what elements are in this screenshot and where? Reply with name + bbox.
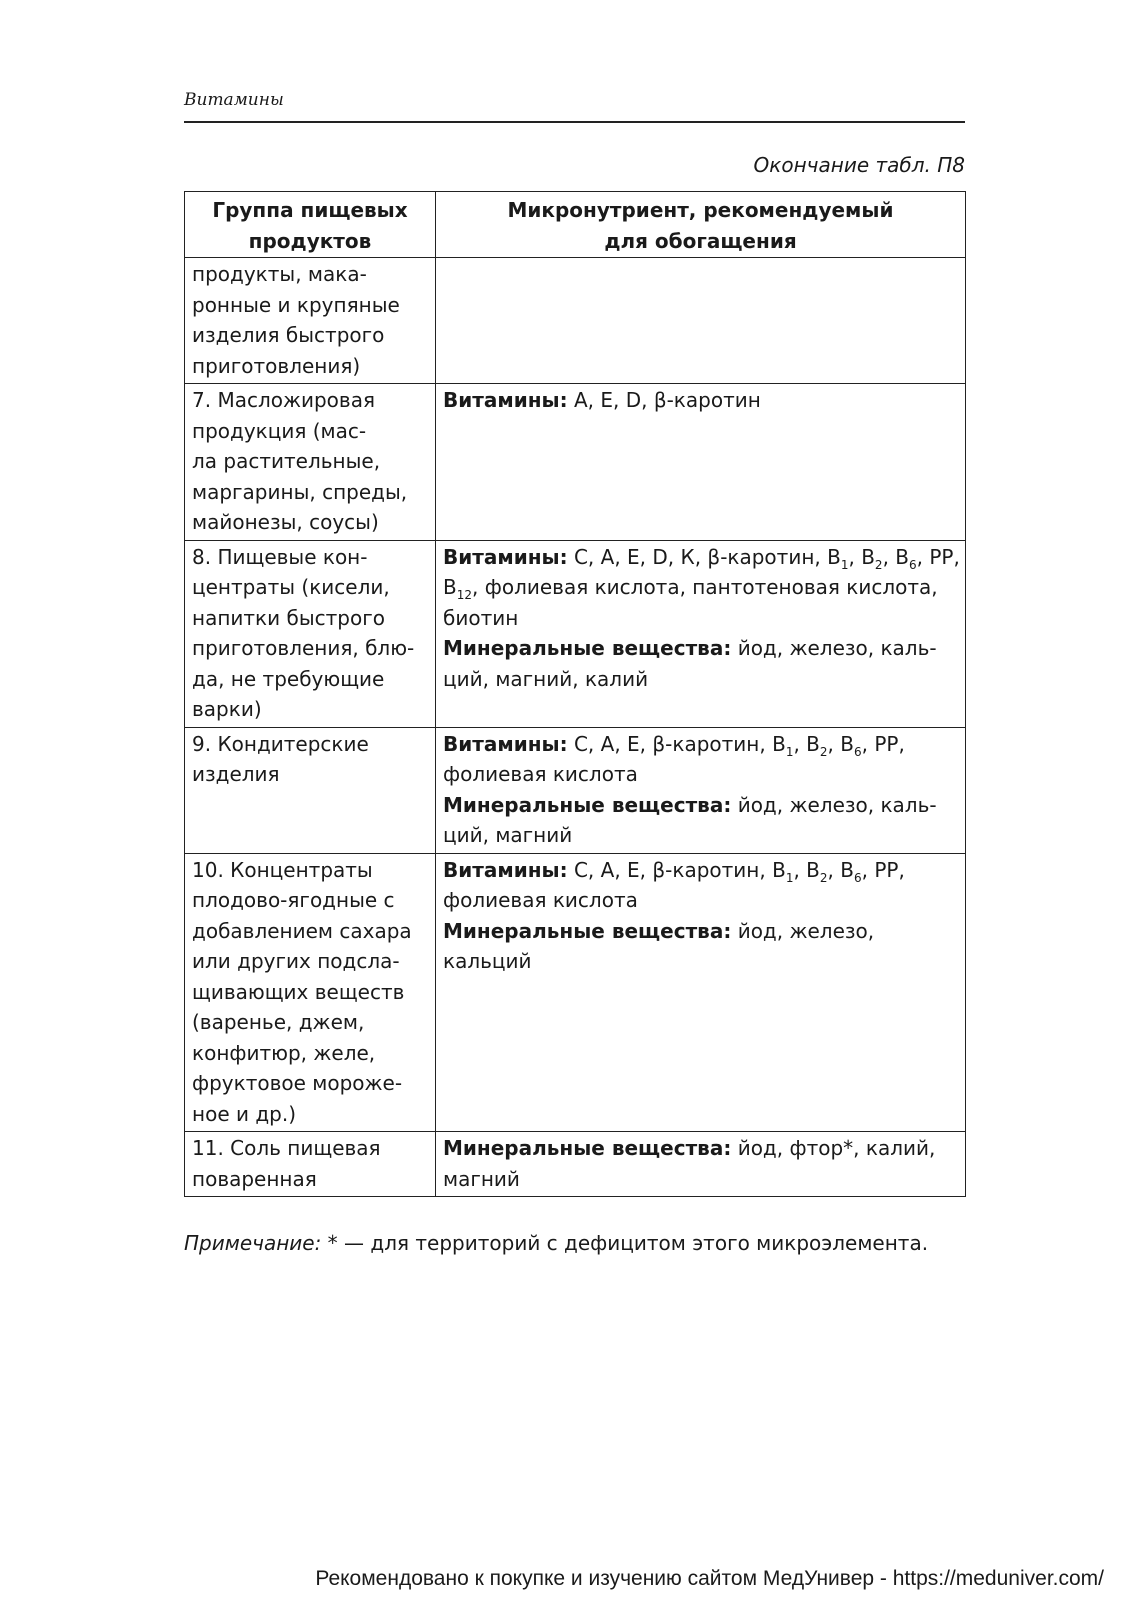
nutrient-text: магний: [443, 1166, 520, 1191]
fortification-table: [184, 191, 966, 1197]
micronutrient-cell: [436, 258, 966, 384]
header-line: Группа пищевых: [212, 198, 408, 222]
nutrient-text: ций, магний, калий: [443, 666, 649, 691]
nutrient-text: , B: [827, 857, 854, 882]
micronutrient-line: [443, 572, 959, 603]
micronutrient-line: [443, 946, 959, 977]
nutrient-text: йод, железо,: [731, 918, 875, 943]
note-text: * — для территорий с дефицитом этого микроэлемента.: [321, 1231, 929, 1255]
food-group-cell: [185, 853, 436, 1132]
category-label: Витамины:: [443, 544, 568, 569]
food-group-line: маргарины, спреды,: [192, 479, 408, 504]
table-note: [184, 1231, 928, 1255]
subscript-index: 6: [853, 870, 862, 885]
food-group-line: варки): [192, 697, 262, 721]
subscript-index: 2: [819, 744, 828, 759]
subscript-index: 1: [785, 870, 794, 885]
table-row: [185, 384, 966, 541]
nutrient-text: йод, железо, каль-: [731, 792, 937, 817]
nutrient-text: , B: [848, 544, 875, 569]
nutrient-text: кальций: [443, 949, 532, 973]
note-label: Примечание:: [184, 1231, 322, 1255]
table-caption: Окончание табл. П8: [753, 153, 965, 177]
nutrient-text: , B: [827, 731, 854, 756]
subscript-index: 12: [456, 588, 473, 602]
nutrient-text: йод, фтор*, калий,: [731, 1136, 936, 1160]
food-group-line: изделия: [192, 762, 280, 786]
food-group-line: ное и др.): [192, 1101, 297, 1126]
header-line: продуктов: [248, 228, 372, 253]
food-group-line: продукция (мас-: [192, 418, 367, 443]
category-label: Витамины:: [443, 857, 568, 882]
food-group-line: щивающих веществ: [192, 979, 405, 1004]
subscript-index: 2: [819, 870, 828, 885]
table-row: [185, 258, 966, 384]
nutrient-text: биотин: [443, 605, 519, 630]
micronutrient-line: [443, 916, 959, 947]
header-line: Микронутриент, рекомендуемый: [507, 198, 894, 222]
nutrient-text: С, А, Е, β-каротин, B: [567, 731, 786, 756]
food-group-line: приготовления, блю-: [192, 636, 415, 660]
food-group-line: да, не требующие: [192, 666, 385, 691]
food-group-line: или других подсла-: [192, 949, 400, 973]
food-group-line: 7. Масложировая: [192, 388, 375, 412]
running-head: Витамины: [184, 90, 284, 110]
food-group-line: приготовления): [192, 353, 361, 378]
food-group-line: (варенье, джем,: [192, 1010, 365, 1034]
micronutrient-line: [443, 1133, 959, 1164]
micronutrient-line: [443, 633, 959, 664]
subscript-index: 2: [874, 557, 883, 572]
food-group-cell: [185, 727, 436, 853]
micronutrient-cell: [436, 853, 966, 1132]
nutrient-text: , фолиевая кислота, пантотеновая кислота,: [472, 575, 938, 599]
food-group-line: конфитюр, желе,: [192, 1040, 376, 1065]
table-row: [185, 727, 966, 853]
footer-credit: Рекомендовано к покупке и изучению сайтом МедУнивер - https://meduniver.com/: [315, 1567, 1104, 1590]
subscript-index: 6: [909, 557, 917, 572]
micronutrient-line: [443, 1164, 959, 1195]
food-group-line: ронные и крупяные: [192, 292, 400, 317]
nutrient-text: ций, магний: [443, 823, 573, 847]
table-row: [185, 540, 966, 727]
subscript-index: 1: [840, 557, 849, 572]
subscript-index: 6: [853, 744, 862, 759]
nutrient-text: , PP,: [861, 857, 905, 882]
subscript-index: 1: [785, 744, 794, 759]
micronutrient-cell: [436, 540, 966, 727]
category-label: Минеральные вещества:: [443, 1136, 732, 1160]
micronutrient-line: [443, 885, 959, 916]
category-label: Витамины:: [443, 388, 568, 412]
micronutrient-line: [443, 855, 959, 886]
micronutrient-cell: [436, 1132, 966, 1197]
micronutrient-cell: [436, 727, 966, 853]
nutrient-text: , B: [882, 544, 909, 569]
micronutrient-line: [443, 759, 959, 790]
micronutrient-line: [443, 820, 959, 851]
nutrient-text: , PP,: [861, 731, 905, 756]
micronutrient-line: [443, 603, 959, 634]
food-group-line: добавлением сахара: [192, 918, 412, 943]
micronutrient-line: [443, 542, 959, 573]
table-header-row: [185, 192, 966, 258]
header-micronutrient: [436, 192, 966, 258]
nutrient-text: , B: [793, 857, 820, 882]
food-group-cell: [185, 384, 436, 541]
food-group-cell: [185, 540, 436, 727]
category-label: Минеральные вещества:: [443, 918, 732, 943]
nutrient-text: йод, железо, каль-: [731, 636, 937, 660]
nutrient-text: С, А, Е, D, К, β-каротин, B: [567, 544, 841, 569]
nutrient-text: A, E, D, β-каротин: [567, 388, 761, 412]
food-group-line: плодово-ягодные с: [192, 888, 395, 912]
food-group-line: напитки быстрого: [192, 605, 385, 630]
food-group-line: поваренная: [192, 1166, 317, 1191]
table-row: [185, 853, 966, 1132]
food-group-line: 8. Пищевые кон-: [192, 544, 368, 569]
food-group-line: изделия быстрого: [192, 323, 385, 347]
food-group-cell: [185, 258, 436, 384]
micronutrient-line: [443, 385, 959, 416]
category-label: Витамины:: [443, 731, 568, 756]
header-food-group: [185, 192, 436, 258]
food-group-line: 11. Соль пищевая: [192, 1136, 381, 1160]
micronutrient-line: [443, 729, 959, 760]
category-label: Минеральные вещества:: [443, 792, 732, 817]
micronutrient-line: [443, 664, 959, 695]
food-group-line: 10. Концентраты: [192, 857, 373, 882]
food-group-line: центраты (кисели,: [192, 575, 390, 599]
header-line: для обогащения: [604, 228, 797, 253]
nutrient-text: , PP,: [916, 544, 960, 569]
food-group-line: майонезы, соусы): [192, 510, 379, 534]
micronutrient-line: [443, 790, 959, 821]
table-row: [185, 1132, 966, 1197]
food-group-cell: [185, 1132, 436, 1197]
food-group-line: ла растительные,: [192, 449, 381, 473]
food-group-line: продукты, мака-: [192, 262, 367, 286]
nutrient-text: фолиевая кислота: [443, 888, 638, 912]
nutrient-text: , B: [793, 731, 820, 756]
food-group-line: 9. Кондитерские: [192, 731, 369, 756]
header-rule: [184, 121, 965, 123]
micronutrient-cell: [436, 384, 966, 541]
table-body: [185, 258, 966, 1197]
food-group-line: фруктовое мороже-: [192, 1071, 403, 1095]
nutrient-text: B: [443, 575, 457, 599]
category-label: Минеральные вещества:: [443, 636, 732, 660]
nutrient-text: С, А, Е, β-каротин, B: [567, 857, 786, 882]
nutrient-text: фолиевая кислота: [443, 762, 638, 786]
